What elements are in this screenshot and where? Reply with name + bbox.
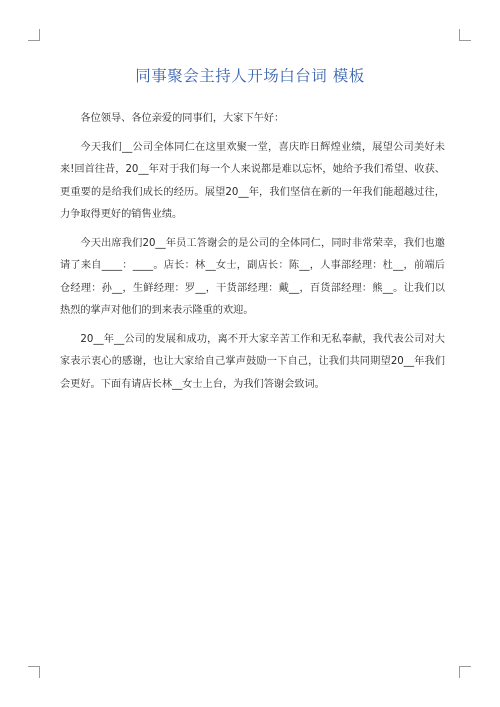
corner-mark-top-right xyxy=(459,29,471,41)
document-body xyxy=(60,108,445,402)
paragraph-thanks: 20__年__公司的发展和成功，离不开大家辛苦工作和无私奉献，我代表公司对大家表示衷心的感谢，也让大家给自己掌声鼓励一下自己，让我们共同期望20__年我们会更好。下面有请店长林__女士上台，为我们答谢会致词。 xyxy=(60,333,445,390)
paragraph-review: 今天我们__公司全体同仁在这里欢聚一堂，喜庆昨日辉煌业绩，展望公司美好未来!回首往昔，20__年对于我们每一个人来说都是难以忘怀，她给予我们希望、收获、更重要的是给我们成长的经历。展望20__年，我们坚信在新的一年我们能超越过往，力争取得更好的销售业绩。 xyxy=(60,141,445,220)
corner-mark-top-left xyxy=(28,29,40,41)
corner-mark-bottom-left xyxy=(28,666,40,678)
corner-mark-bottom-right xyxy=(459,666,471,678)
document-title: 同事聚会主持人开场白台词 模板 xyxy=(135,67,365,85)
paragraph-guests: 今天出席我们20__年员工答谢会的是公司的全体同仁，同时非常荣幸，我们也邀请了来自____：____。店长：林__女士，副店长：陈__，人事部经理：杜__，前端后仓经理：孙__，生鲜经理：罗__，干货部经理：戴__，百货部经理：熊__。让我们以热烈的掌声对他们的到来表示隆重的欢迎。 xyxy=(60,237,445,316)
paragraph-greeting: 各位领导、各位亲爱的同事们，大家下午好： xyxy=(80,113,285,124)
